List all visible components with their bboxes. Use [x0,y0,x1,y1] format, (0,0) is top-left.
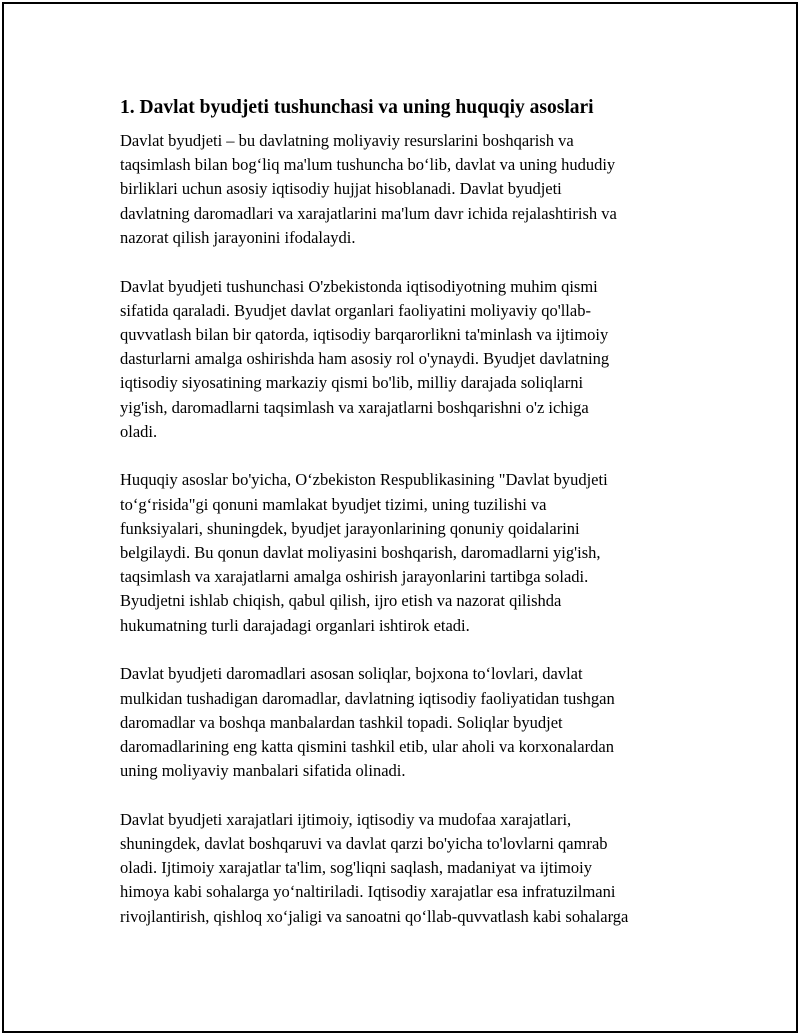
text-line: himoya kabi sohalarga yo‘naltiriladi. Iqtisodiy xarajatlar esa infratuzilmani [120,882,616,902]
text-line: sifatida qaraladi. Byudjet davlat organlari faoliyatini moliyaviy qo'llab- [120,300,591,320]
text-line: yig'ish, daromadlarni taqsimlash va xarajatlarni boshqarishni o'z ichiga [120,397,589,417]
text-line: hukumatning turli darajadagi organlari ishtirok etadi. [120,615,470,635]
text-line: Huquqiy asoslar bo'yicha, O‘zbekiston Respublikasining "Davlat byudjeti [120,470,608,490]
text-line: funksiyalari, shuningdek, byudjet jarayonlarining qonuniy qoidalarini [120,518,580,538]
text-line: shuningdek, davlat boshqaruvi va davlat qarzi bo'yicha to'lovlarni qamrab [120,834,608,854]
text-line: nazorat qilish jarayonini ifodalaydi. [120,227,356,247]
text-line: Davlat byudjeti daromadlari asosan soliqlar, bojxona to‘lovlari, davlat [120,664,583,684]
text-line: oladi. [120,421,158,441]
text-line: uning moliyaviy manbalari sifatida olinadi. [120,761,406,781]
text-line: rivojlantirish, qishloq xo‘jaligi va sanoatni qo‘llab-quvvatlash kabi sohalarga [120,906,629,926]
text-line: iqtisodiy siyosatining markaziy qismi bo'lib, milliy darajada soliqlarni [120,373,584,393]
document-content [120,95,710,953]
paragraph-expenditures [120,808,710,929]
text-line: to‘g‘risida"gi qonuni mamlakat byudjet tizimi, uning tuzilishi va [120,494,547,514]
text-line: birliklari uchun asosiy iqtisodiy hujjat hisoblanadi. Davlat byudjeti [120,179,562,199]
section-title: 1. Davlat byudjeti tushunchasi va uning huquqiy asoslari [120,97,594,118]
text-line: taqsimlash bilan bog‘liq ma'lum tushuncha bo‘lib, davlat va uning hududiy [120,155,616,175]
text-line: mulkidan tushadigan daromadlar, davlatning iqtisodiy faoliyatidan tushgan [120,688,615,708]
paragraph-legal-basis [120,468,710,637]
paragraph-revenues [120,662,710,783]
text-line: Byudjetni ishlab chiqish, qabul qilish, ijro etish va nazorat qilishda [120,591,562,611]
document-page [2,2,798,1033]
text-line: davlatning daromadlari va xarajatlarini ma'lum davr ichida rejalashtirish va [120,203,617,223]
paragraph-definition [120,129,710,250]
text-line: Davlat byudjeti tushunchasi O'zbekistonda iqtisodiyotning muhim qismi [120,276,598,296]
paragraph-role [120,275,710,444]
text-line: dasturlarni amalga oshirishda ham asosiy rol o'ynaydi. Byudjet davlatning [120,349,610,369]
text-line: oladi. Ijtimoiy xarajatlar ta'lim, sog'liqni saqlash, madaniyat va ijtimoiy [120,858,592,878]
text-line: taqsimlash va xarajatlarni amalga oshirish jarayonlarini tartibga soladi. [120,567,589,587]
text-line: daromadlarining eng katta qismini tashkil etib, ular aholi va korxonalardan [120,736,614,756]
text-line: Davlat byudjeti xarajatlari ijtimoiy, iqtisodiy va mudofaa xarajatlari, [120,809,572,829]
text-line: quvvatlash bilan bir qatorda, iqtisodiy barqarorlikni ta'minlash va ijtimoiy [120,324,609,344]
text-line: daromadlar va boshqa manbalardan tashkil topadi. Soliqlar byudjet [120,712,563,732]
text-line: belgilaydi. Bu qonun davlat moliyasini boshqarish, daromadlarni yig'ish, [120,543,601,563]
text-line: Davlat byudjeti – bu davlatning moliyaviy resurslarini boshqarish va [120,131,574,150]
